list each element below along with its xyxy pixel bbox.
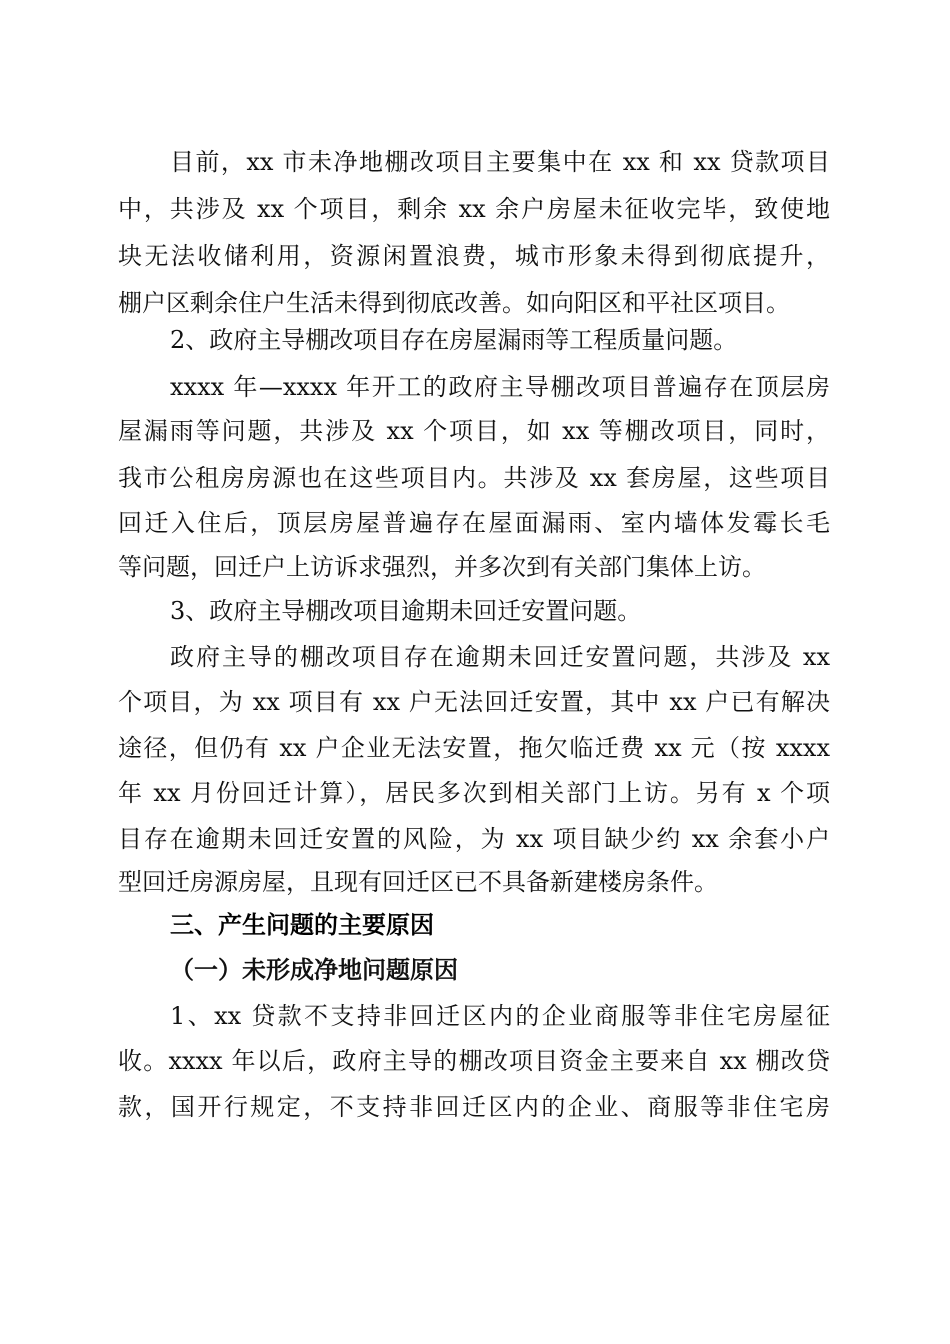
paragraph-line: 型回迁房源房屋，且现有回迁区已不具备新建楼房条件。 xyxy=(118,868,718,896)
paragraph-line: 中，共涉及 xx 个项目，剩余 xx 余户房屋未征收完毕，致使地 xyxy=(118,195,830,223)
paragraph-line: 个项目，为 xx 项目有 xx 户无法回迁安置，其中 xx 户已有解决 xyxy=(118,688,830,716)
paragraph-line: 1、xx 贷款不支持非回迁区内的企业商服等非住宅房屋征 xyxy=(170,1002,830,1030)
paragraph-line: 途径，但仍有 xx 户企业无法安置，拖欠临迁费 xx 元（按 xxxx xyxy=(118,734,830,762)
paragraph-line: 目存在逾期未回迁安置的风险，为 xx 项目缺少约 xx 余套小户 xyxy=(118,825,830,853)
item-title: 2、政府主导棚改项目存在房屋漏雨等工程质量问题。 xyxy=(170,326,738,354)
paragraph-line: 年 xx 月份回迁计算），居民多次到相关部门上访。另有 x 个项 xyxy=(118,779,830,807)
paragraph-line: 棚户区剩余住户生活未得到彻底改善。如向阳区和平社区项目。 xyxy=(118,289,790,317)
paragraph-line: 屋漏雨等问题，共涉及 xx 个项目，如 xx 等棚改项目，同时， xyxy=(118,417,830,445)
paragraph-line: xxxx 年—xxxx 年开工的政府主导棚改项目普遍存在顶层房 xyxy=(170,373,830,401)
paragraph-line: 等问题，回迁户上访诉求强烈，并多次到有关部门集体上访。 xyxy=(118,553,766,581)
paragraph-line: 收。xxxx 年以后，政府主导的棚改项目资金主要来自 xx 棚改贷 xyxy=(118,1047,830,1075)
paragraph-line: 块无法收储利用，资源闲置浪费，城市形象未得到彻底提升， xyxy=(118,242,830,270)
paragraph-line: 回迁入住后，顶层房屋普遍存在屋面漏雨、室内墙体发霉长毛 xyxy=(118,509,830,537)
item-title: 3、政府主导棚改项目逾期未回迁安置问题。 xyxy=(170,597,642,625)
section-heading: 三、产生问题的主要原因 xyxy=(170,911,434,939)
paragraph-line: 政府主导的棚改项目存在逾期未回迁安置问题，共涉及 xx xyxy=(170,643,830,671)
paragraph-line: 款，国开行规定，不支持非回迁区内的企业、商服等非住宅房 xyxy=(118,1093,830,1121)
subsection-heading: （一）未形成净地问题原因 xyxy=(170,955,458,984)
paragraph-line: 我市公租房房源也在这些项目内。共涉及 xx 套房屋，这些项目 xyxy=(118,464,830,492)
paragraph-line: 目前，xx 市未净地棚改项目主要集中在 xx 和 xx 贷款项目 xyxy=(170,148,830,176)
